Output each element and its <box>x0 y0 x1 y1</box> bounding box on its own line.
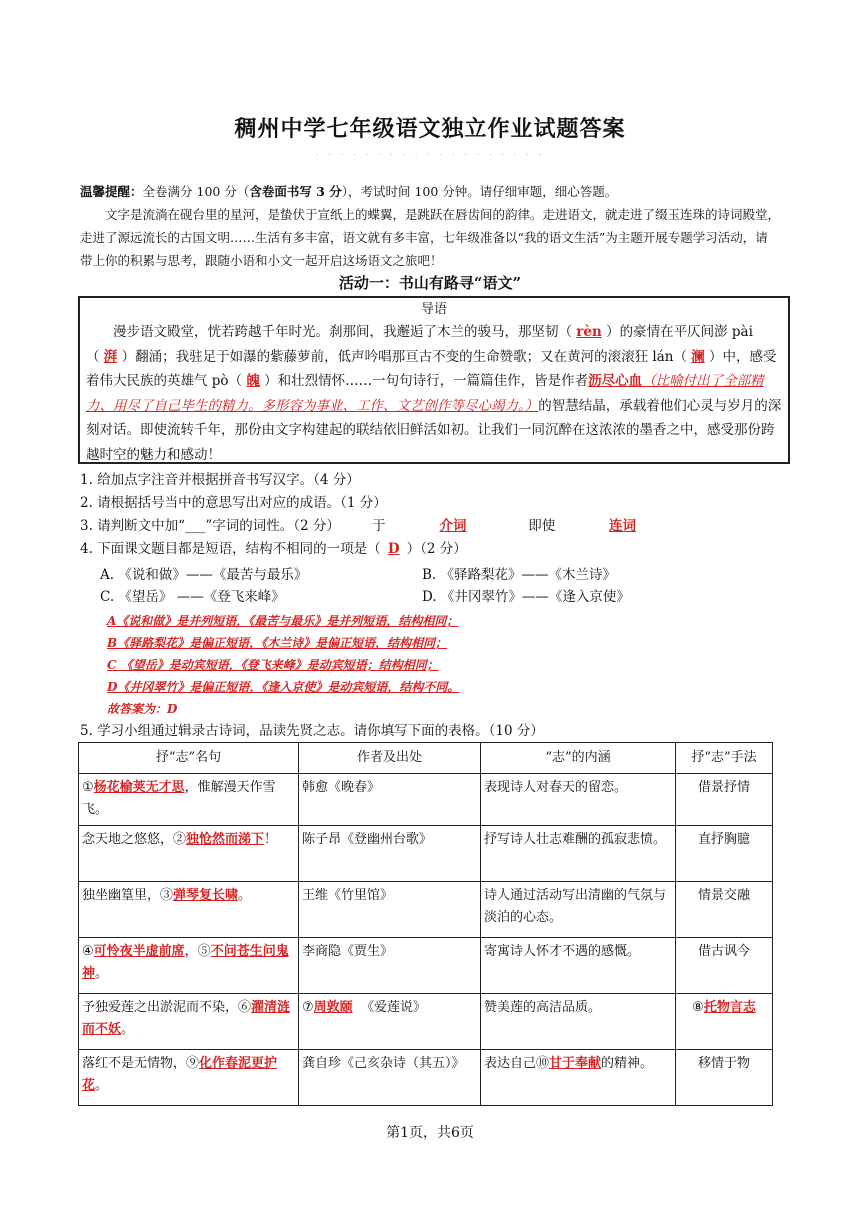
question-5: 5. 学习小组通过辑录古诗词，品读先贤之志。请你填写下面的表格。（10 分） <box>80 723 544 739</box>
passage-text: ）中，感受着伟大民族的英雄气 pò（ <box>86 348 777 389</box>
meaning-cell: 诗人通过活动写出清幽的气氛与淡泊的心态。 <box>481 882 676 938</box>
verse-cell <box>79 994 299 1050</box>
column-header: 抒“志”名句 <box>79 743 299 774</box>
method-cell: 借古讽今 <box>676 938 773 994</box>
question-2: 2. 请根据括号当中的意思写出对应的成语。（1 分） <box>80 495 387 511</box>
answer-idiom: 沥尽心血 <box>588 373 643 389</box>
question-4-tail: ）（2 分） <box>406 541 467 557</box>
answer-method: 托物言志 <box>703 1000 756 1015</box>
verse-cell <box>79 774 299 826</box>
method-cell: 移情于物 <box>676 1050 773 1106</box>
table-row <box>79 938 773 994</box>
answer-part-of-speech: 连词 <box>609 518 637 534</box>
tip-bold: 含卷面书写 3 分 <box>249 184 342 199</box>
question-3-word-2: 即使 <box>528 518 556 534</box>
page-number: 第1页，共6页 <box>386 1125 474 1141</box>
answer-verse: 可怜夜半虚前席 <box>93 944 185 959</box>
meaning-text: 的精神。 <box>601 1056 654 1071</box>
verse-text: 。 <box>238 888 252 903</box>
method-cell: 情景交融 <box>676 882 773 938</box>
explanation-d: D《井冈翠竹》是偏正短语，《逢入京使》是动宾短语，结构不同。 <box>107 680 460 694</box>
answer-pinyin: rèn <box>576 324 602 340</box>
verse-text: 独坐幽篁里，③ <box>82 888 174 903</box>
meaning-cell: 表现诗人对春天的留恋。 <box>481 774 676 826</box>
table-row <box>79 994 773 1050</box>
column-header: 作者及出处 <box>299 743 481 774</box>
answer-verse: 杨花榆荚无才思 <box>93 780 185 795</box>
verse-text: ，⑤ <box>184 944 211 959</box>
method-cell: 借景抒情 <box>676 774 773 826</box>
option-b: B. 《驿路梨花》——《木兰诗》 <box>422 567 617 583</box>
option-a: A. 《说和做》——《最苦与最乐》 <box>100 567 308 583</box>
meaning-cell: 寄寓诗人怀才不遇的感慨。 <box>481 938 676 994</box>
verse-text: ，惟解漫天作雪飞。 <box>82 780 276 817</box>
explanation-c: C 《望岳》是动宾短语，《登飞来峰》是动宾短语；结构相同； <box>107 658 439 672</box>
table-row <box>79 826 773 882</box>
table-row <box>79 882 773 938</box>
verse-text: 予独爱莲之出淤泥而不染，⑥ <box>82 1000 252 1015</box>
verse-text: 落红不是无情物，⑨ <box>82 1056 200 1071</box>
tip-text-2: ），考试时间 100 分钟。请仔细审题，细心答题。 <box>341 184 618 199</box>
guide-heading: 导语 <box>420 302 447 317</box>
explanation-answer: 故答案为：D <box>107 702 178 716</box>
option-c: C. 《望岳》 ——《登飞来峰》 <box>100 589 285 605</box>
meaning-text: 表达自己⑩ <box>484 1056 550 1071</box>
verse-cell <box>79 938 299 994</box>
verse-cell <box>79 826 299 882</box>
answer-author: 周敦颐 <box>313 1000 353 1015</box>
verse-text: 。 <box>121 1022 135 1037</box>
author-cell: 龚自珍《己亥杂诗（其五）》 <box>299 1050 481 1106</box>
question-3-text: 3. 请判断文中加“___”字词的词性。（2 分） <box>80 518 340 534</box>
verse-text: ④ <box>82 944 94 959</box>
answer-verse: 化作春泥更护花 <box>82 1056 278 1093</box>
passage-text: 的智慧结晶，承载着他们心灵与岁月的深刻对话。即使流转千年，那份由文字构建起的联结依旧鲜活如初。让我们一同沉醉在这浓浓的墨香之中，感受那份跨越时空的魅力和感动！ <box>86 397 782 463</box>
answer-verse: 濯清涟而不妖 <box>82 1000 291 1037</box>
verse-text: ！ <box>264 832 278 847</box>
question-3-word-1: 于 <box>372 518 386 534</box>
verse-text: 。 <box>95 1078 109 1093</box>
meaning-cell: 赞美莲的高洁品质。 <box>481 994 676 1050</box>
answer-verse: 弹琴复长啸 <box>173 888 239 903</box>
activity-title: 活动一：书山有路寻“语文” <box>338 274 522 292</box>
verse-cell <box>79 1050 299 1106</box>
answer-choice: D <box>387 541 400 557</box>
passage-text: ）翻涌；我驻足于如瀑的紫藤萝前，低声吟唱那亘古不变的生命赞歌；又在黄河的滚滚狂 lán（ <box>121 348 687 365</box>
passage-text: 漫步语文殿堂，恍若跨越千年时光。刹那间，我邂逅了木兰的骏马，那坚韧（ <box>113 324 572 340</box>
answer-part-of-speech: 介词 <box>439 518 467 534</box>
answer-char: 澜 <box>691 348 705 365</box>
column-header: “志”的内涵 <box>481 743 676 774</box>
question-1: 1. 给加点字注音并根据拼音书写汉字。（4 分） <box>80 472 360 488</box>
explanation-a: A《说和做》是并列短语，《最苦与最乐》是并列短语，结构相同； <box>107 614 459 628</box>
poem-table <box>78 742 773 1106</box>
faint-watermark-line: · · · · · · · · · · · · · · · · · · · <box>315 150 545 161</box>
idiom-note: （比喻付出了全部精力、用尽了自己毕生的精力。多形容为事业、工作、文艺创作等尽心竭力。） <box>86 373 764 414</box>
method-text: ⑧ <box>692 1000 704 1015</box>
question-4 <box>80 539 467 559</box>
author-cell: 韩愈《晚春》 <box>299 774 481 826</box>
column-header: 抒“志”手法 <box>676 743 773 774</box>
author-text: ⑦ <box>302 1000 314 1015</box>
answer-verse: 独怆然而涕下 <box>186 832 265 847</box>
answer-verse: 不问苍生问鬼神 <box>82 944 289 981</box>
answer-meaning: 甘于奉献 <box>549 1056 602 1071</box>
answer-char: 湃 <box>103 348 118 365</box>
author-cell: 李商隐《贾生》 <box>299 938 481 994</box>
intro-paragraph: 文字是流淌在砚台里的星河，是蛰伏于宣纸上的蝶翼，是跳跃在唇齿间的韵律。走进语文，就走进了缀玉连珠的诗词殿堂，走进了源远流长的古国文明……生活有多丰富，语文就有多丰富，七年级准备以“我的语文生活”为主题开展专题学习活动，请带上你的积累与思考，跟随小语和小文一起开启这场语文之旅吧！ <box>80 207 781 268</box>
verse-text: 。 <box>95 966 109 981</box>
table-row <box>79 774 773 826</box>
document-title: 稠州中学七年级语文独立作业试题答案 <box>234 116 626 142</box>
option-d: D. 《井冈翠竹》——《逢入京使》 <box>422 589 630 605</box>
tip-label: 温馨提醒： <box>80 184 143 199</box>
question-4-text: 4. 下面课文题目都是短语，结构不相同的一项是（ <box>80 541 381 557</box>
passage-text: ）和壮烈情怀……一句句诗行，一篇篇佳作，皆是作者 <box>264 373 589 389</box>
verse-text: ① <box>82 780 94 795</box>
tip-text-1: 全卷满分 100 分（ <box>142 184 250 199</box>
meaning-cell <box>481 1050 676 1106</box>
method-cell <box>676 994 773 1050</box>
author-cell: 王维《竹里馆》 <box>299 882 481 938</box>
method-cell: 直抒胸臆 <box>676 826 773 882</box>
question-3 <box>80 516 668 536</box>
meaning-cell: 抒写诗人壮志难酬的孤寂悲愤。 <box>481 826 676 882</box>
guide-box <box>78 296 790 464</box>
verse-cell <box>79 882 299 938</box>
exam-tip <box>80 180 780 203</box>
verse-text: 念天地之悠悠，② <box>82 832 187 847</box>
answer-char: 魄 <box>246 373 260 389</box>
passage-text: ）的豪情在平仄间澎 pài（ <box>86 324 753 365</box>
table-header-row <box>79 743 773 774</box>
author-text: 《爱莲说》 <box>360 1000 426 1015</box>
author-cell: 陈子昂《登幽州台歌》 <box>299 826 481 882</box>
table-row <box>79 1050 773 1106</box>
explanation-b: B《驿路梨花》是偏正短语，《木兰诗》是偏正短语，结构相同； <box>107 636 448 650</box>
guide-passage <box>86 320 782 467</box>
author-cell <box>299 994 481 1050</box>
